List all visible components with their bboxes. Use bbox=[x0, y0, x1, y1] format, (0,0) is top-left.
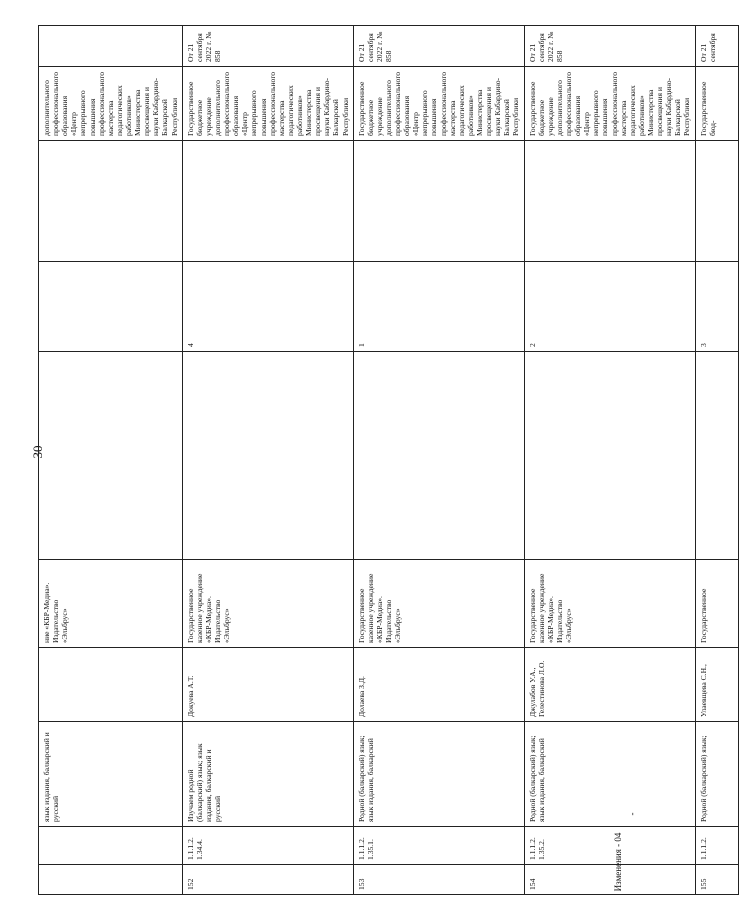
cell-empty bbox=[182, 352, 353, 560]
cell-subject: Изучаем родной (балкарский) язык; язык издания, балкарский и русский bbox=[182, 722, 353, 827]
table-row bbox=[182, 26, 353, 895]
table-row bbox=[353, 26, 524, 895]
cell-institution: Государственное бюджетное учреждение дополнительного профессионального образования «Центр непрерывного повышения профессионального мастерства педагогических работников» Министерства просвещения и науки Кабардино-Балкарской Республики bbox=[524, 67, 695, 141]
cell-num: 155 bbox=[695, 865, 738, 895]
cell-empty-2 bbox=[39, 141, 183, 262]
cell-subject: Родной (балкарский) язык; язык издания, балкарский bbox=[524, 722, 695, 827]
cell-author: Улаевщева С.Н., bbox=[695, 648, 738, 722]
cell-institution: Государственное бюджетное учреждение дополнительного профессионального образования «Центр непрерывного повышения профессионального мастерства педагогических работников» Министерства просвещения и науки Кабардино-Балкарской Республики bbox=[353, 67, 524, 141]
cell-subject: Родной (балкарский) язык; язык издания, балкарский bbox=[353, 722, 524, 827]
cell-empty bbox=[695, 352, 738, 560]
cell-author: Докуева А.Т. bbox=[182, 648, 353, 722]
cell-grade: 2 bbox=[524, 262, 695, 352]
page-number: 30 bbox=[30, 445, 45, 459]
cell-author: Джулабов У.А., Гелестинова Л.О. bbox=[524, 648, 695, 722]
cell-empty-2 bbox=[182, 141, 353, 262]
cell-author: Долаева З.Д. bbox=[353, 648, 524, 722]
cell-institution: Государственное бюджетное учреждение дополнительного профессионального образования «Центр непрерывного повышения профессионального мастерства педагогических работников» Министерства просвещения и науки Кабардино-Балкарской Республики bbox=[182, 67, 353, 141]
cell-grade: 1 bbox=[353, 262, 524, 352]
table-row bbox=[695, 26, 738, 895]
cell-publisher: Государственное казенное учреждение «КБР-Медиа». Издательство «Эльбрус» bbox=[182, 560, 353, 648]
cell-publisher: ние «КБР-Медиа». Издательство «Эльбрус» bbox=[39, 560, 183, 648]
cell-publisher: Государственное bbox=[695, 560, 738, 648]
textbook-registry-table bbox=[38, 25, 739, 895]
cell-num: 154 bbox=[524, 865, 695, 895]
footer-mark: - bbox=[627, 812, 637, 816]
cell-code: 1.1.1.2. bbox=[695, 827, 738, 865]
cell-code bbox=[39, 827, 183, 865]
cell-empty-2 bbox=[695, 141, 738, 262]
cell-order: От 21 сентября 2022 г. № 858 bbox=[182, 26, 353, 67]
cell-code: 1.1.1.2. 1.35.1. bbox=[353, 827, 524, 865]
cell-grade bbox=[39, 262, 183, 352]
cell-num: 153 bbox=[353, 865, 524, 895]
cell-institution: Государственное бюд- bbox=[695, 67, 738, 141]
cell-code: 1.1.1.2. 1.34.4. bbox=[182, 827, 353, 865]
cell-subject: Родной (балкарский) язык; bbox=[695, 722, 738, 827]
cell-order: От 21 сентября 2022 г. № 858 bbox=[524, 26, 695, 67]
cell-empty bbox=[524, 352, 695, 560]
cell-publisher: Государственное казенное учреждение «КБР-Медиа». Издательство «Эльбрус» bbox=[353, 560, 524, 648]
cell-num bbox=[39, 865, 183, 895]
footer-revision: Изменения - 04 bbox=[613, 832, 623, 892]
table-row bbox=[524, 26, 695, 895]
cell-grade: 3 bbox=[695, 262, 738, 352]
cell-code: 1.1.1.2. 1.35.2. bbox=[524, 827, 695, 865]
cell-institution: дополнительного профессионального образования «Центр непрерывного повышения профессионального мастерства педагогических работников» Министерства просвещения и науки Кабардино-Балкарской Республики bbox=[39, 67, 183, 141]
cell-empty bbox=[39, 352, 183, 560]
cell-empty-2 bbox=[353, 141, 524, 262]
cell-empty bbox=[353, 352, 524, 560]
cell-order: От 21 сентября 2022 г. № 858 bbox=[353, 26, 524, 67]
cell-empty-2 bbox=[524, 141, 695, 262]
cell-subject: язык издания, балкарский и русский bbox=[39, 722, 183, 827]
cell-num: 152 bbox=[182, 865, 353, 895]
cell-author bbox=[39, 648, 183, 722]
cell-publisher: Государственное казенное учреждение «КБР-Медиа». Издательство «Эльбрус» bbox=[524, 560, 695, 648]
table-row-continuation bbox=[39, 26, 183, 895]
cell-grade: 4 bbox=[182, 262, 353, 352]
cell-order bbox=[39, 26, 183, 67]
cell-order: От 21 сентября bbox=[695, 26, 738, 67]
